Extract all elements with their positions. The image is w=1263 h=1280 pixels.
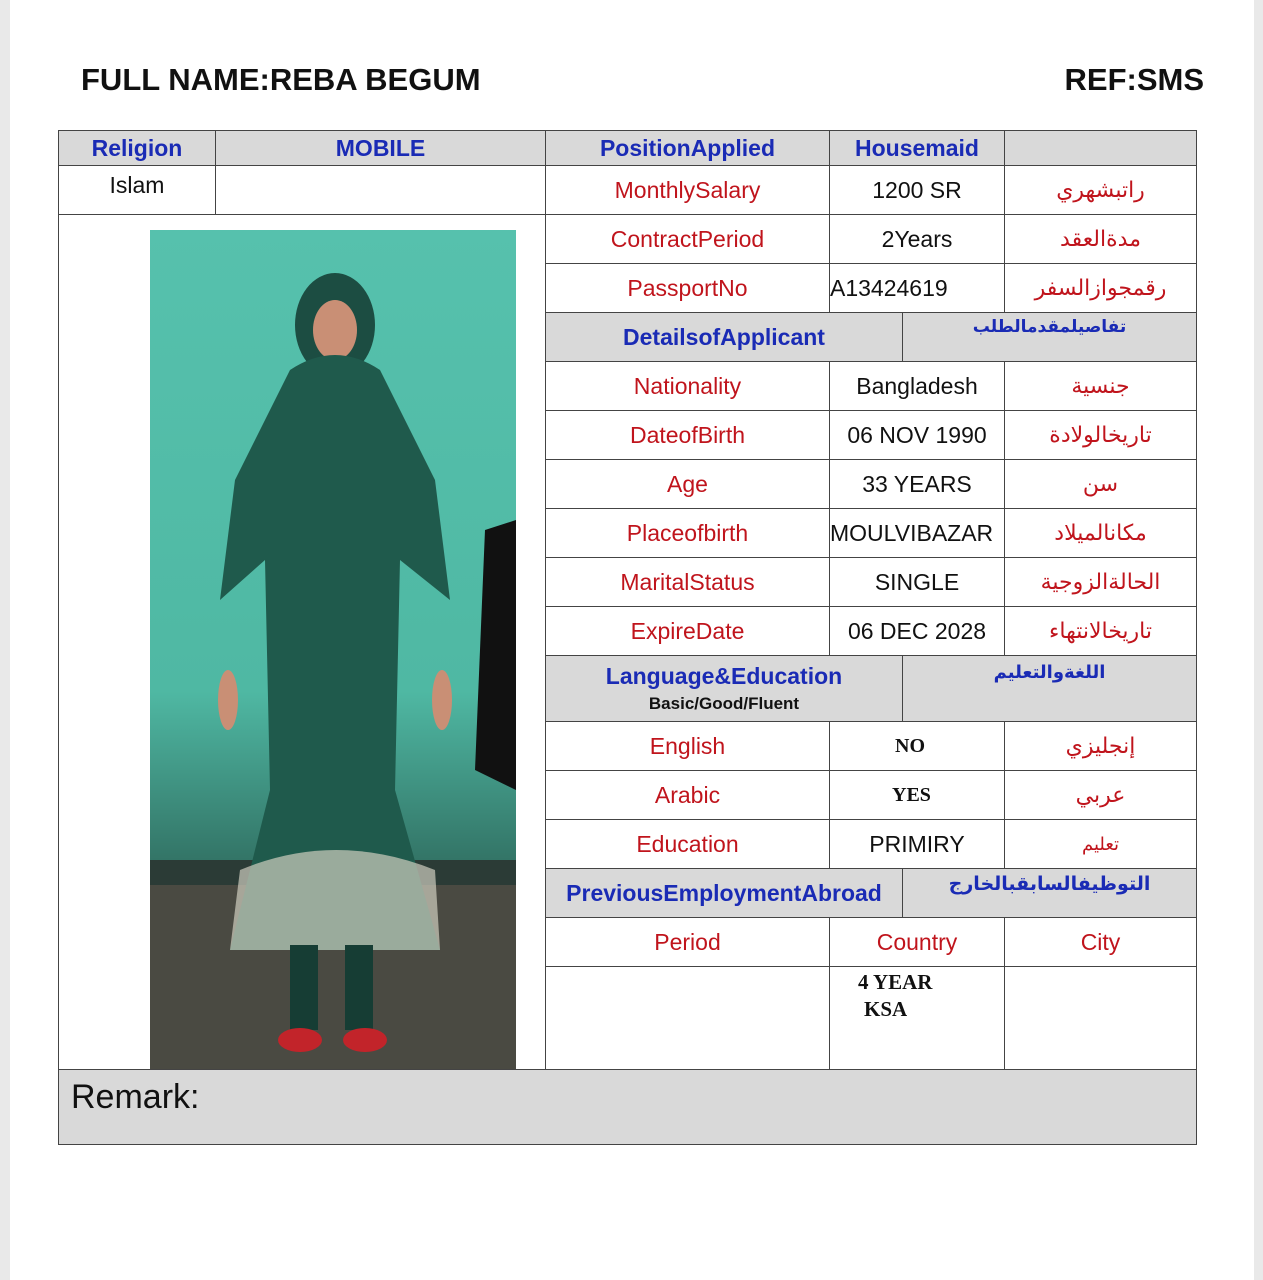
religion-value: Islam	[58, 165, 216, 215]
applicant-photo	[150, 230, 516, 1069]
details-section-arabic: تفاصيلمقدمالطلب	[902, 312, 1197, 362]
mobile-header: MOBILE	[215, 130, 546, 166]
arabic-label: Arabic	[545, 770, 830, 820]
monthly-salary-arabic: راتبشهري	[1004, 165, 1197, 215]
marital-status-value: SINGLE	[829, 557, 1005, 607]
marital-status-label: MaritalStatus	[545, 557, 830, 607]
contract-period-label: ContractPeriod	[545, 214, 830, 264]
monthly-salary-label: MonthlySalary	[545, 165, 830, 215]
passport-no-arabic: رقمجوازالسفر	[1004, 263, 1197, 313]
country-header: Country	[829, 917, 1005, 967]
arabic-value: YES	[829, 770, 1005, 820]
position-applied-label: PositionApplied	[545, 130, 830, 166]
education-arabic: تعليم	[1004, 819, 1197, 869]
language-scale-note: Basic/Good/Fluent	[648, 694, 800, 713]
position-applied-value: Housemaid	[829, 130, 1005, 166]
expire-date-label: ExpireDate	[545, 606, 830, 656]
period-value	[545, 966, 830, 1070]
remark-field	[58, 1069, 1197, 1145]
nationality-label: Nationality	[545, 361, 830, 411]
passport-no-label: PassportNo	[545, 263, 830, 313]
education-label: Education	[545, 819, 830, 869]
age-label: Age	[545, 459, 830, 509]
nationality-value: Bangladesh	[829, 361, 1005, 411]
religion-header: Religion	[58, 130, 216, 166]
english-arabic: إنجليزي	[1004, 721, 1197, 771]
date-of-birth-label: DateofBirth	[545, 410, 830, 460]
arabic-arabic: عربي	[1004, 770, 1197, 820]
application-table	[58, 130, 1197, 1145]
age-arabic: سن	[1004, 459, 1197, 509]
place-of-birth-value: MOULVIBAZAR	[829, 508, 1005, 558]
place-of-birth-arabic: مكانالميلاد	[1004, 508, 1197, 558]
english-label: English	[545, 721, 830, 771]
marital-status-arabic: الحالةالزوجية	[1004, 557, 1197, 607]
education-value: PRIMIRY	[829, 819, 1005, 869]
employment-duration: 4 YEAR	[858, 970, 933, 994]
language-section-heading	[545, 655, 903, 722]
applicant-photo-figure	[150, 230, 516, 1069]
language-section-arabic: اللغةوالتعليم	[902, 655, 1197, 722]
place-of-birth-label: Placeofbirth	[545, 508, 830, 558]
ref-heading: REF:SMS	[1064, 62, 1204, 97]
language-section-title: Language&Education	[605, 663, 843, 689]
period-header: Period	[545, 917, 830, 967]
date-of-birth-value: 06 NOV 1990	[829, 410, 1005, 460]
city-header: City	[1004, 917, 1197, 967]
mobile-value	[215, 165, 546, 215]
date-of-birth-arabic: تاريخالولادة	[1004, 410, 1197, 460]
age-value: 33 YEARS	[829, 459, 1005, 509]
monthly-salary-value: 1200 SR	[829, 165, 1005, 215]
position-arabic-empty	[1004, 130, 1197, 166]
details-section-heading: DetailsofApplicant	[545, 312, 903, 362]
english-value: NO	[829, 721, 1005, 771]
expire-date-value: 06 DEC 2028	[829, 606, 1005, 656]
full-name-heading: FULL NAME:REBA BEGUM	[81, 62, 481, 97]
nationality-arabic: جنسية	[1004, 361, 1197, 411]
remark-label: Remark:	[71, 1078, 200, 1116]
contract-period-arabic: مدةالعقد	[1004, 214, 1197, 264]
cv-page	[10, 0, 1254, 1280]
expire-date-arabic: تاريخالانتهاء	[1004, 606, 1197, 656]
passport-no-value: A13424619	[829, 263, 1005, 313]
employment-section-arabic: التوظيفالسابقبالخارج	[902, 868, 1197, 918]
employment-country: KSA	[864, 997, 908, 1021]
employment-section-heading: PreviousEmploymentAbroad	[545, 868, 903, 918]
city-value	[1004, 966, 1197, 1070]
contract-period-value: 2Years	[829, 214, 1005, 264]
country-value	[829, 966, 1005, 1070]
